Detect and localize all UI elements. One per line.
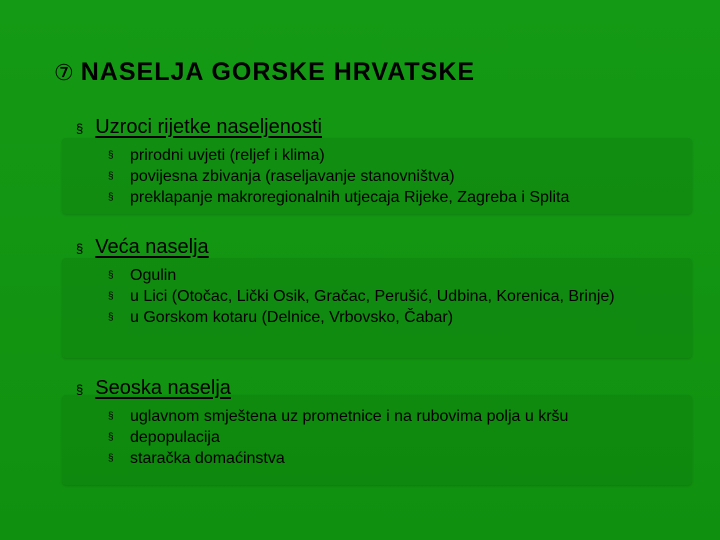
bullet-icon: § — [108, 411, 114, 422]
list-item — [108, 406, 696, 427]
list-item — [108, 145, 696, 166]
list-item-text: prirodni uvjeti (reljef i klima) — [130, 147, 325, 164]
bullet-icon: § — [108, 291, 114, 302]
list-item-text: u Lici (Otočac, Lički Osik, Gračac, Perušić, Udbina, Korenica, Brinje) — [130, 288, 615, 305]
section-heading-text: Uzroci rijetke naseljenosti — [95, 116, 322, 138]
title-text: NASELJA GORSKE HRVATSKE — [80, 58, 476, 86]
list-item-text: Ogulin — [130, 267, 177, 284]
sub-list — [108, 265, 696, 328]
section-veca-naselja — [76, 234, 696, 328]
list-item — [108, 307, 696, 328]
list-item — [108, 166, 696, 187]
list-item — [108, 286, 696, 307]
sub-list — [108, 145, 696, 208]
list-item-text: povijesna zbivanja (raseljavanje stanovništva) — [130, 168, 455, 185]
slide-title — [54, 58, 475, 87]
list-item-text: uglavnom smještena uz prometnice i na rubovima polja u kršu — [130, 408, 569, 425]
section-heading — [76, 234, 696, 262]
bullet-icon: § — [76, 121, 84, 136]
section-heading-text: Veća naselja — [95, 236, 209, 258]
bullet-icon: § — [108, 171, 114, 182]
bullet-icon: § — [108, 270, 114, 281]
list-item — [108, 265, 696, 286]
list-item-text: staračka domaćinstva — [130, 450, 285, 467]
list-item-text: depopulacija — [130, 429, 220, 446]
section-heading-text: Seoska naselja — [95, 377, 231, 399]
bullet-icon: § — [108, 192, 114, 203]
bullet-icon: § — [76, 382, 84, 397]
list-item — [108, 187, 696, 208]
list-item — [108, 448, 696, 469]
bullet-icon: § — [108, 150, 114, 161]
section-uzroci — [76, 114, 696, 208]
list-item — [108, 427, 696, 448]
bullet-icon: § — [76, 241, 84, 256]
section-heading — [76, 114, 696, 142]
list-item-text: u Gorskom kotaru (Delnice, Vrbovsko, Čabar) — [130, 309, 454, 326]
bullet-icon: § — [108, 312, 114, 323]
list-item-text: preklapanje makroregionalnih utjecaja Rijeke, Zagreba i Splita — [130, 189, 570, 206]
bullet-icon: § — [108, 432, 114, 443]
section-seoska-naselja — [76, 375, 696, 469]
sub-list — [108, 406, 696, 469]
section-heading — [76, 375, 696, 403]
bullet-icon: § — [108, 453, 114, 464]
title-number: ⑦ — [54, 59, 75, 85]
